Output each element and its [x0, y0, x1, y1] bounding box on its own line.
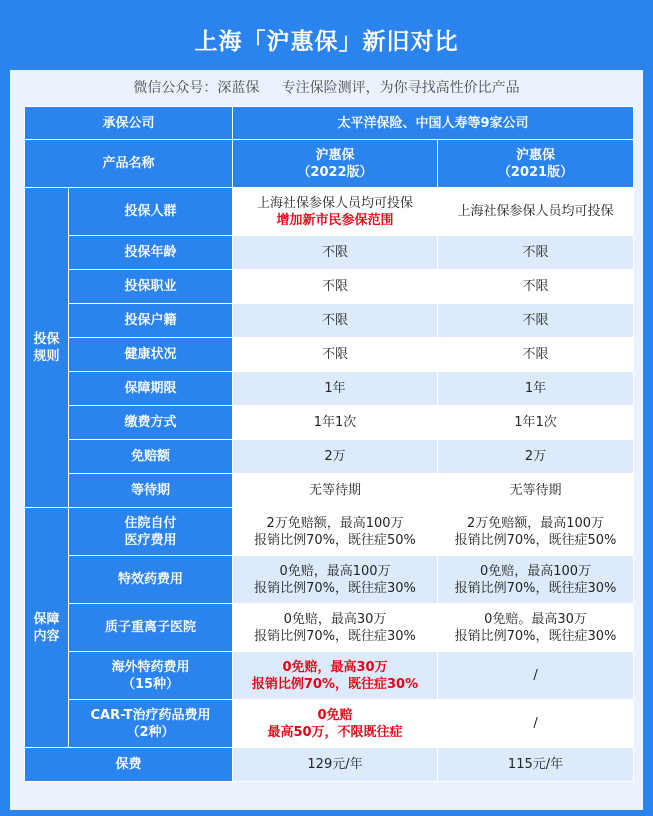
- cell-2022: 1年1次: [233, 406, 438, 440]
- product-2021-header: [438, 140, 634, 188]
- cell-2022: [233, 508, 438, 556]
- cell-2021: [438, 604, 634, 652]
- coverage-group-line-2: 内容: [33, 628, 60, 644]
- table-row: [25, 440, 634, 474]
- insurer-value: 太平洋保险、中国人寿等9家公司: [233, 107, 634, 140]
- cell-2021-line-2: 报销比例70%，既往症30%: [454, 628, 617, 644]
- cell-2022: 2万: [233, 440, 438, 474]
- cell-2021: 不限: [438, 338, 634, 372]
- cell-2022-line-1: 0免赔，最高100万: [279, 563, 391, 579]
- cell-2021: 1年: [438, 372, 634, 406]
- table-row: [25, 372, 634, 406]
- cell-2022-line-2: 报销比例70%，既往症30%: [254, 580, 416, 596]
- product-2021-version: （2021版）: [497, 164, 574, 180]
- cell-2022: 1年: [233, 372, 438, 406]
- cell-2022-highlight-line-1: 0免赔，最高30万: [282, 659, 388, 675]
- row-label: 健康状况: [69, 338, 233, 372]
- cell-2022: 不限: [233, 270, 438, 304]
- cell-2022: [233, 604, 438, 652]
- cell-2021-line-1: 0免赔。最高30万: [484, 611, 587, 627]
- rules-group-label: [25, 188, 69, 508]
- table-row: [25, 604, 634, 652]
- table-row: [25, 107, 634, 140]
- insurer-label: 承保公司: [25, 107, 233, 140]
- row-label: 特效药费用: [69, 556, 233, 604]
- row-label: 保障期限: [69, 372, 233, 406]
- product-2021-name: 沪惠保: [516, 147, 556, 163]
- cell-2021-line-2: 报销比例70%，既往症50%: [454, 532, 617, 548]
- cell-2022: [233, 700, 438, 748]
- row-label: 等待期: [69, 474, 233, 508]
- cell-2022-line-1: 0免赔，最高30万: [283, 611, 387, 627]
- rules-group-line-2: 规则: [33, 348, 60, 364]
- cell-2021: 2万: [438, 440, 634, 474]
- table-row: [25, 700, 634, 748]
- cell-2022-line-1: 2万免赔额，最高100万: [266, 515, 404, 531]
- comparison-table: [24, 106, 634, 782]
- cell-2021-line-1: 2万免赔额，最高100万: [466, 515, 605, 531]
- cell-2022: 不限: [233, 236, 438, 270]
- row-label: 投保年龄: [69, 236, 233, 270]
- rules-group-line-1: 投保: [33, 331, 60, 347]
- table-row: [25, 140, 634, 188]
- row-label: 缴费方式: [69, 406, 233, 440]
- coverage-group-label: [25, 508, 69, 748]
- row-label: [69, 652, 233, 700]
- cell-2022-text: 上海社保参保人员均可投保: [257, 195, 414, 211]
- premium-label: 保费: [25, 748, 233, 782]
- table-row: [25, 304, 634, 338]
- cell-2021: 不限: [438, 270, 634, 304]
- cell-2021: /: [438, 700, 634, 748]
- cell-2021-line-1: 0免赔，最高100万: [479, 563, 592, 579]
- row-label: 投保人群: [69, 188, 233, 236]
- row-label-line-2: （15种）: [121, 676, 180, 692]
- table-row: [25, 270, 634, 304]
- cell-2022-line-2: 报销比例70%，既往症50%: [254, 532, 416, 548]
- cell-2022-highlight: 增加新市民参保范围: [276, 212, 394, 228]
- cell-2022: [233, 556, 438, 604]
- cell-2022-line-2: 报销比例70%，既往症30%: [254, 628, 416, 644]
- row-label: 投保职业: [69, 270, 233, 304]
- table-row: [25, 652, 634, 700]
- cell-2021: 不限: [438, 236, 634, 270]
- table-row: [25, 188, 634, 236]
- cell-2022: [233, 652, 438, 700]
- row-label: 投保户籍: [69, 304, 233, 338]
- cell-2021: /: [438, 652, 634, 700]
- cell-2022: [233, 188, 438, 236]
- row-label: [69, 700, 233, 748]
- table-row: [25, 338, 634, 372]
- product-2022-version: （2022版）: [297, 164, 373, 180]
- cell-2021: 不限: [438, 304, 634, 338]
- row-label: [69, 508, 233, 556]
- subtitle: 微信公众号：深蓝保 专注保险测评，为你寻找高性价比产品: [133, 80, 520, 96]
- row-label-line-1: 住院自付: [124, 515, 177, 531]
- page-title: 上海「沪惠保」新旧对比: [194, 29, 459, 55]
- cell-2022: 不限: [233, 304, 438, 338]
- cell-2021: 1年1次: [438, 406, 634, 440]
- row-label: 免赔额: [69, 440, 233, 474]
- cell-2021: 上海社保参保人员均可投保: [438, 188, 634, 236]
- table-row: [25, 508, 634, 556]
- product-2022-header: [233, 140, 438, 188]
- premium-2021: 115元/年: [438, 748, 634, 782]
- cell-2022-highlight-line-1: 0免赔: [317, 707, 353, 723]
- premium-2022: 129元/年: [233, 748, 438, 782]
- table-row: [25, 556, 634, 604]
- row-label-line-2: （2种）: [126, 724, 175, 740]
- table-row: [25, 236, 634, 270]
- table-row: [25, 748, 634, 782]
- cell-2022-highlight-line-2: 报销比例70%，既往症30%: [251, 676, 419, 692]
- cell-2021: [438, 508, 634, 556]
- product-label: 产品名称: [25, 140, 233, 188]
- table-row: [25, 474, 634, 508]
- row-label-line-1: CAR-T治疗药品费用: [90, 707, 211, 723]
- row-label-line-1: 海外特药费用: [111, 659, 190, 675]
- coverage-group-line-1: 保障: [33, 611, 60, 627]
- cell-2021-line-2: 报销比例70%，既往症30%: [454, 580, 617, 596]
- table-row: [25, 406, 634, 440]
- cell-2022: 无等待期: [233, 474, 438, 508]
- comparison-card: [10, 70, 643, 810]
- product-2022-name: 沪惠保: [315, 147, 355, 163]
- cell-2022: 不限: [233, 338, 438, 372]
- cell-2022-highlight-line-2: 最高50万，不限既往症: [267, 724, 403, 740]
- cell-2021: 无等待期: [438, 474, 634, 508]
- row-label-line-2: 医疗费用: [124, 532, 177, 548]
- cell-2021: [438, 556, 634, 604]
- row-label: 质子重离子医院: [69, 604, 233, 652]
